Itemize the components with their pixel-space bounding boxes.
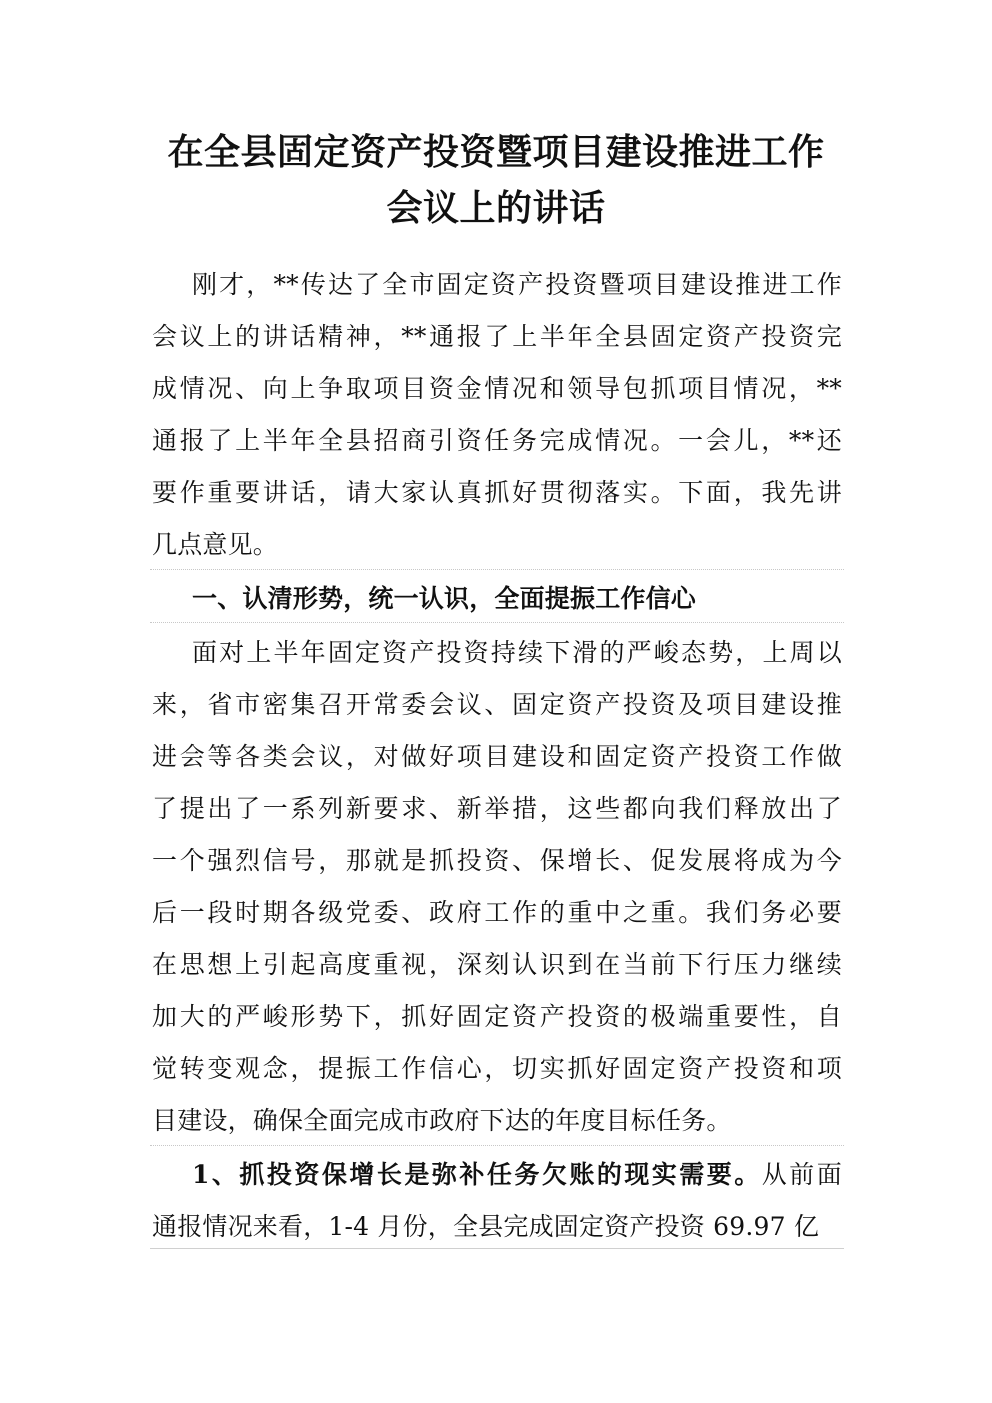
page-title-line-2: 会议上的讲话 xyxy=(386,187,606,229)
section1-line-8: 加大的严峻形势下，抓好固定资产投资的极端重要性，自 xyxy=(152,1002,842,1031)
intro-line-3: 成情况、向上争取项目资金情况和领导包抓项目情况，** xyxy=(152,374,842,403)
section1-line-2: 来，省市密集召开常委会议、固定资产投资及项目建设推 xyxy=(152,690,842,719)
intro-line-5: 要作重要讲话，请大家认真抓好贯彻落实。下面，我先讲 xyxy=(152,478,842,507)
divider xyxy=(150,1145,844,1146)
intro-line-1: 刚才，**传达了全市固定资产投资暨项目建设推进工作 xyxy=(192,270,842,299)
page-title-line-1: 在全县固定资产投资暨项目建设推进工作 xyxy=(167,131,825,173)
intro-line-4: 通报了上半年全县招商引资任务完成情况。一会儿，**还 xyxy=(152,426,842,455)
divider xyxy=(150,569,844,570)
section-heading: 一、认清形势，统一认识，全面提振工作信心 xyxy=(192,584,697,613)
section1-line-10: 目建设，确保全面完成市政府下达的年度目标任务。 xyxy=(152,1106,732,1135)
section1-line-4: 了提出了一系列新要求、新举措，这些都向我们释放出了 xyxy=(152,794,842,823)
section1-line-3: 进会等各类会议，对做好项目建设和固定资产投资工作做 xyxy=(152,742,842,771)
point1-line-1 xyxy=(192,1158,842,1192)
section1-line-9: 觉转变观念，提振工作信心，切实抓好固定资产投资和项 xyxy=(152,1054,842,1083)
section1-line-1: 面对上半年固定资产投资持续下滑的严峻态势，上周以 xyxy=(192,638,842,667)
section1-line-7: 在思想上引起高度重视，深刻认识到在当前下行压力继续 xyxy=(152,950,842,979)
intro-line-2: 会议上的讲话精神，**通报了上半年全县固定资产投资完 xyxy=(152,322,842,351)
divider xyxy=(150,1248,844,1249)
section1-line-6: 后一段时期各级党委、政府工作的重中之重。我们务必要 xyxy=(152,898,842,927)
point1-lead: 1、抓投资保增长是弥补任务欠账的现实需要。 xyxy=(192,1160,762,1189)
intro-line-6: 几点意见。 xyxy=(152,530,279,559)
divider xyxy=(150,622,844,623)
point1-tail: 从前面 xyxy=(761,1160,842,1189)
section1-line-5: 一个强烈信号，那就是抓投资、保增长、促发展将成为今 xyxy=(152,846,842,875)
point1-line-2: 通报情况来看，1-4 月份，全县完成固定资产投资 69.97 亿 xyxy=(152,1212,820,1241)
